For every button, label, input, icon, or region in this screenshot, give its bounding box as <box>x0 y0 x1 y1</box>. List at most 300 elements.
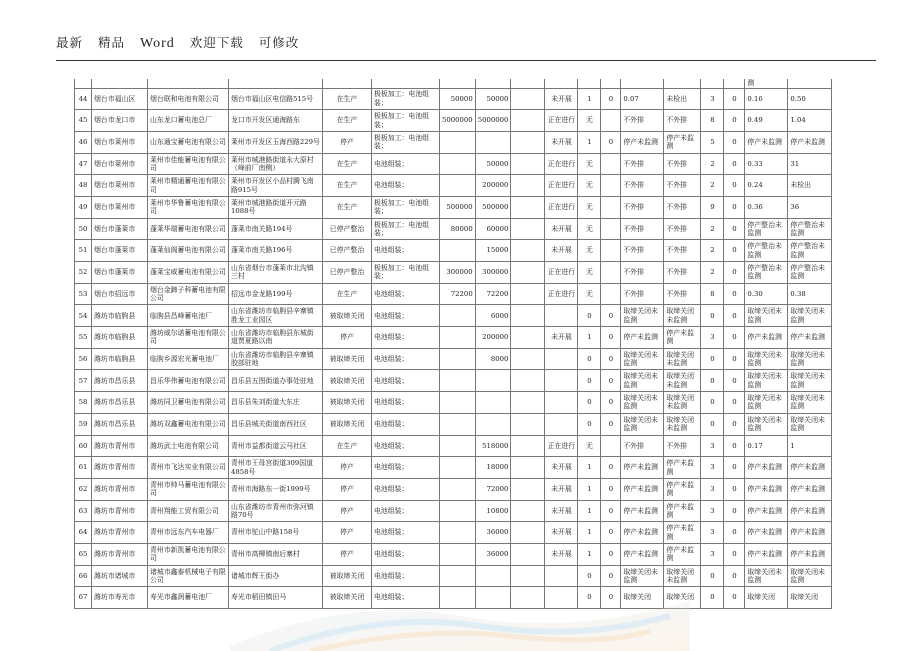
flag-b-cell <box>601 262 621 284</box>
soil-exceed-cell: 0 <box>724 110 745 132</box>
row-number-cell: 50 <box>75 218 92 240</box>
flag-b-cell: 0 <box>601 327 621 349</box>
soil-exceed-cell: 0 <box>724 283 745 305</box>
wastewater-lead-cell: 停产未监测 <box>664 131 701 153</box>
city-district-cell: 潍坊市临朐县 <box>92 327 148 349</box>
capacity-a-cell <box>440 131 476 153</box>
wastewater-result-cell: 取缔关闭未监测 <box>621 370 664 392</box>
process-type-cell: 电池组装； <box>372 348 440 370</box>
soil-count-cell: 2 <box>701 240 724 262</box>
production-status-cell: 被取缔关闭 <box>323 348 372 370</box>
row-number-cell: 65 <box>75 543 92 565</box>
company-name-cell: 潍坊同卫蓄电池有限公司 <box>148 392 229 414</box>
wastewater-result-cell: 取缔关闭未监测 <box>621 565 664 587</box>
table-row <box>75 478 832 500</box>
flag-a-cell: 无 <box>578 283 601 305</box>
process-type-cell: 极板加工：电池组装； <box>372 131 440 153</box>
capacity-a-cell <box>440 370 476 392</box>
flag-a-cell: 1 <box>578 327 601 349</box>
capacity-b-cell: 10800 <box>475 500 511 522</box>
capacity-c-cell <box>511 88 545 110</box>
city-district-cell: 烟台市莱州市 <box>92 131 148 153</box>
flag-b-cell <box>601 110 621 132</box>
wastewater-result-cell: 停产未监测 <box>621 131 664 153</box>
rectification-status-cell: 未开展 <box>545 478 578 500</box>
address-cell: 莱州市开发区小品村腾飞南路915号 <box>229 175 323 197</box>
soil-exceed-cell: 0 <box>724 327 745 349</box>
address-cell: 寿光市稻田镇田马 <box>229 587 323 609</box>
capacity-c-cell <box>511 392 545 414</box>
soil-count-cell: 3 <box>701 500 724 522</box>
production-status-cell: 被取缔关闭 <box>323 587 372 609</box>
production-status-cell: 在生产 <box>323 153 372 175</box>
address-cell: 山东省潍坊市临朐县辛寨镇胶部驻地 <box>229 348 323 370</box>
rectification-status-cell <box>545 413 578 435</box>
wastewater-lead-cell: 不外排 <box>664 240 701 262</box>
wastewater-result-cell: 不外排 <box>621 283 664 305</box>
table-row <box>75 262 832 284</box>
process-type-cell: 极板加工：电池组装； <box>372 110 440 132</box>
address-cell: 青州市高柳镇南后寨村 <box>229 543 323 565</box>
wastewater-lead-cell: 不外排 <box>664 175 701 197</box>
soil-exceed-cell: 0 <box>724 348 745 370</box>
flag-a-cell: 无 <box>578 110 601 132</box>
capacity-a-cell <box>440 175 476 197</box>
capacity-c-cell <box>511 153 545 175</box>
process-type-cell: 电池组装； <box>372 565 440 587</box>
soil-exceed-cell: 0 <box>724 305 745 327</box>
air-result-a-cell: 取缔关闭未监测 <box>745 370 788 392</box>
capacity-c-cell <box>511 305 545 327</box>
table-row <box>75 413 832 435</box>
soil-exceed-cell: 0 <box>724 262 745 284</box>
address-cell: 龙口市开发区通海路东 <box>229 110 323 132</box>
air-result-b-cell: 取缔关闭 <box>788 587 832 609</box>
address-cell: 莱州市开发区玉海西路229号 <box>229 131 323 153</box>
soil-count-cell: 3 <box>701 543 724 565</box>
city-district-cell: 潍坊市临朐县 <box>92 348 148 370</box>
soil-count-cell: 3 <box>701 435 724 457</box>
capacity-b-cell: 18000 <box>475 457 511 479</box>
wastewater-result-cell: 不外排 <box>621 110 664 132</box>
table-row-continuation <box>75 79 832 88</box>
flag-a-cell: 1 <box>578 131 601 153</box>
air-result-a-cell: 取缔关闭未监测 <box>745 348 788 370</box>
table-row <box>75 392 832 414</box>
table-row <box>75 435 832 457</box>
wastewater-result-cell: 取缔关闭未监测 <box>621 305 664 327</box>
soil-exceed-cell: 0 <box>724 175 745 197</box>
city-district-cell: 烟台市莱州市 <box>92 196 148 218</box>
wastewater-lead-cell: 取缔关闭未监测 <box>664 413 701 435</box>
production-status-cell: 在生产 <box>323 435 372 457</box>
capacity-a-cell: 5000000 <box>440 110 476 132</box>
capacity-c-cell <box>511 565 545 587</box>
process-type-cell: 极板加工：电池组装； <box>372 88 440 110</box>
air-result-b-cell: 未检出 <box>788 175 832 197</box>
process-type-cell: 极板加工：电池组装； <box>372 196 440 218</box>
header-part: Word <box>140 36 175 51</box>
row-number-cell: 45 <box>75 110 92 132</box>
flag-b-cell <box>601 218 621 240</box>
process-type-cell: 电池组装； <box>372 435 440 457</box>
wastewater-result-cell: 不外排 <box>621 218 664 240</box>
production-status-cell: 在生产 <box>323 283 372 305</box>
capacity-b-cell: 60000 <box>475 218 511 240</box>
air-result-a-cell: 取缔关闭未监测 <box>745 565 788 587</box>
rectification-status-cell <box>545 392 578 414</box>
capacity-b-cell: 300000 <box>475 262 511 284</box>
flag-a-cell: 1 <box>578 500 601 522</box>
wastewater-result-cell: 停产未监测 <box>621 543 664 565</box>
soil-exceed-cell: 0 <box>724 131 745 153</box>
row-number-cell: 56 <box>75 348 92 370</box>
air-result-a-cell: 取缔关闭 <box>745 587 788 609</box>
capacity-c-cell <box>511 283 545 305</box>
soil-exceed-cell: 0 <box>724 240 745 262</box>
soil-exceed-cell: 0 <box>724 478 745 500</box>
company-name-cell: 山东龙口蓄电池总厂 <box>148 110 229 132</box>
wastewater-lead-cell: 不外排 <box>664 110 701 132</box>
flag-a-cell: 0 <box>578 413 601 435</box>
row-number-cell: 60 <box>75 435 92 457</box>
city-district-cell: 潍坊市青州市 <box>92 435 148 457</box>
row-number-cell: 52 <box>75 262 92 284</box>
capacity-a-cell <box>440 522 476 544</box>
city-district-cell: 烟台市莱州市 <box>92 175 148 197</box>
wastewater-lead-cell: 停产未监测 <box>664 327 701 349</box>
capacity-b-cell: 8000 <box>475 348 511 370</box>
row-number-cell: 54 <box>75 305 92 327</box>
wastewater-lead-cell: 停产未监测 <box>664 522 701 544</box>
city-district-cell: 潍坊市寿光市 <box>92 587 148 609</box>
capacity-b-cell <box>475 565 511 587</box>
wastewater-result-cell: 不外排 <box>621 240 664 262</box>
soil-count-cell: 2 <box>701 218 724 240</box>
process-type-cell: 电池组装； <box>372 392 440 414</box>
air-result-b-cell: 停产整治未监测 <box>788 218 832 240</box>
air-result-a-cell: 取缔关闭未监测 <box>745 392 788 414</box>
flag-b-cell <box>601 196 621 218</box>
header-rule <box>56 60 876 61</box>
soil-exceed-cell: 0 <box>724 435 745 457</box>
flag-a-cell: 无 <box>578 153 601 175</box>
flag-b-cell: 0 <box>601 478 621 500</box>
process-type-cell: 电池组装； <box>372 153 440 175</box>
address-cell: 莱州市城港路街道永大原村（峰前厂南侧） <box>229 153 323 175</box>
capacity-b-cell: 200000 <box>475 175 511 197</box>
city-district-cell: 潍坊市青州市 <box>92 457 148 479</box>
capacity-a-cell <box>440 457 476 479</box>
table-row <box>75 131 832 153</box>
table-row <box>75 88 832 110</box>
capacity-c-cell <box>511 522 545 544</box>
air-result-b-cell: 停产未监测 <box>788 131 832 153</box>
capacity-a-cell <box>440 500 476 522</box>
air-result-a-cell: 0.49 <box>745 110 788 132</box>
row-number-cell: 51 <box>75 240 92 262</box>
flag-b-cell <box>601 153 621 175</box>
air-result-a-cell: 0.33 <box>745 153 788 175</box>
rectification-status-cell: 未开展 <box>545 240 578 262</box>
production-status-cell: 已停产整治 <box>323 240 372 262</box>
table-row <box>75 283 832 305</box>
soil-exceed-cell: 0 <box>724 543 745 565</box>
flag-b-cell: 0 <box>601 305 621 327</box>
soil-exceed-cell: 0 <box>724 196 745 218</box>
soil-count-cell: 0 <box>701 348 724 370</box>
air-result-b-cell: 停产未监测 <box>788 543 832 565</box>
address-cell: 诸城市辉王街办 <box>229 565 323 587</box>
wastewater-result-cell: 停产未监测 <box>621 478 664 500</box>
row-number-cell: 67 <box>75 587 92 609</box>
production-status-cell: 停产 <box>323 131 372 153</box>
air-result-b-cell: 36 <box>788 196 832 218</box>
wastewater-lead-cell: 不外排 <box>664 218 701 240</box>
company-name-cell: 莱州市华鲁蓄电池有限公司 <box>148 196 229 218</box>
rectification-status-cell: 未开展 <box>545 543 578 565</box>
production-status-cell: 在生产 <box>323 88 372 110</box>
soil-count-cell: 3 <box>701 478 724 500</box>
enterprise-table <box>74 79 832 609</box>
process-type-cell: 电池组装； <box>372 283 440 305</box>
company-name-cell: 莱州市精通蓄电池有限公司 <box>148 175 229 197</box>
air-result-b-cell: 取缔关闭未监测 <box>788 392 832 414</box>
row-number-cell: 49 <box>75 196 92 218</box>
company-name-cell: 蓬莱仙阁蓄电池有限公司 <box>148 240 229 262</box>
wastewater-result-cell: 0.07 <box>621 88 664 110</box>
air-result-a-cell: 0.16 <box>745 88 788 110</box>
capacity-a-cell <box>440 435 476 457</box>
capacity-c-cell <box>511 348 545 370</box>
soil-count-cell: 3 <box>701 88 724 110</box>
row-number-cell: 55 <box>75 327 92 349</box>
soil-exceed-cell: 0 <box>724 500 745 522</box>
capacity-a-cell: 50000 <box>440 88 476 110</box>
wastewater-result-cell: 取缔关闭未监测 <box>621 348 664 370</box>
table-row <box>75 110 832 132</box>
capacity-a-cell <box>440 478 476 500</box>
table-body <box>75 79 832 609</box>
flag-b-cell <box>601 283 621 305</box>
city-district-cell: 潍坊市昌乐县 <box>92 392 148 414</box>
process-type-cell: 电池组装； <box>372 500 440 522</box>
rectification-status-cell: 正在进行 <box>545 435 578 457</box>
soil-exceed-cell: 0 <box>724 587 745 609</box>
capacity-a-cell <box>440 327 476 349</box>
flag-b-cell: 0 <box>601 348 621 370</box>
row-number-cell: 58 <box>75 392 92 414</box>
capacity-a-cell <box>440 413 476 435</box>
flag-a-cell: 0 <box>578 392 601 414</box>
flag-a-cell: 1 <box>578 543 601 565</box>
row-number-cell: 46 <box>75 131 92 153</box>
production-status-cell: 停产 <box>323 457 372 479</box>
rectification-status-cell: 正在进行 <box>545 153 578 175</box>
air-result-a-cell: 停产未监测 <box>745 131 788 153</box>
flag-b-cell: 0 <box>601 413 621 435</box>
wastewater-lead-cell: 取缔关闭未监测 <box>664 305 701 327</box>
flag-b-cell: 0 <box>601 543 621 565</box>
capacity-b-cell: 72200 <box>475 283 511 305</box>
row-number-cell: 63 <box>75 500 92 522</box>
table-row <box>75 175 832 197</box>
rectification-status-cell: 正在进行 <box>545 175 578 197</box>
rectification-status-cell: 正在进行 <box>545 110 578 132</box>
soil-count-cell: 0 <box>701 413 724 435</box>
table-row <box>75 305 832 327</box>
rectification-status-cell: 未开展 <box>545 457 578 479</box>
air-result-b-cell: 停产整治未监测 <box>788 262 832 284</box>
table-row <box>75 218 832 240</box>
capacity-a-cell: 80000 <box>440 218 476 240</box>
air-result-b-cell: 停产未监测 <box>788 478 832 500</box>
city-district-cell: 烟台市莱州市 <box>92 153 148 175</box>
air-result-a-cell: 0.30 <box>745 283 788 305</box>
capacity-b-cell: 72000 <box>475 478 511 500</box>
company-name-cell: 烟台金蹄子科蓄电池有限公司 <box>148 283 229 305</box>
wastewater-lead-cell: 取缔关闭未监测 <box>664 370 701 392</box>
production-status-cell: 被取缔关闭 <box>323 305 372 327</box>
rectification-status-cell: 未开展 <box>545 131 578 153</box>
capacity-a-cell <box>440 240 476 262</box>
company-name-cell: 临朐县昌峰蓄电池厂 <box>148 305 229 327</box>
air-result-a-cell: 停产未监测 <box>745 543 788 565</box>
rectification-status-cell: 未开展 <box>545 522 578 544</box>
flag-a-cell: 1 <box>578 522 601 544</box>
header-part: 精品 <box>98 35 126 50</box>
capacity-a-cell <box>440 392 476 414</box>
company-name-cell: 青州市新凯蓄电池有限公司 <box>148 543 229 565</box>
soil-count-cell: 0 <box>701 370 724 392</box>
wastewater-result-cell: 取缔关闭 <box>621 587 664 609</box>
soil-exceed-cell: 0 <box>724 218 745 240</box>
capacity-a-cell <box>440 305 476 327</box>
air-result-a-cell: 停产未监测 <box>745 478 788 500</box>
production-status-cell: 已停产整治 <box>323 218 372 240</box>
wastewater-result-cell: 不外排 <box>621 175 664 197</box>
table-row <box>75 327 832 349</box>
production-status-cell: 停产 <box>323 327 372 349</box>
air-result-a-cell: 0.36 <box>745 196 788 218</box>
city-district-cell: 潍坊市青州市 <box>92 543 148 565</box>
continuation-cell: 测 <box>745 79 788 88</box>
capacity-b-cell: 5000000 <box>475 110 511 132</box>
city-district-cell: 潍坊市昌乐县 <box>92 370 148 392</box>
wastewater-result-cell: 停产未监测 <box>621 327 664 349</box>
flag-a-cell: 0 <box>578 348 601 370</box>
process-type-cell: 电池组装； <box>372 478 440 500</box>
flag-b-cell: 0 <box>601 370 621 392</box>
air-result-b-cell: 取缔关闭未监测 <box>788 413 832 435</box>
soil-exceed-cell: 0 <box>724 522 745 544</box>
row-number-cell: 57 <box>75 370 92 392</box>
soil-count-cell: 0 <box>701 392 724 414</box>
production-status-cell: 停产 <box>323 500 372 522</box>
rectification-status-cell: 未开展 <box>545 327 578 349</box>
row-number-cell: 59 <box>75 413 92 435</box>
row-number-cell: 62 <box>75 478 92 500</box>
row-number-cell: 66 <box>75 565 92 587</box>
flag-b-cell: 0 <box>601 88 621 110</box>
flag-b-cell: 0 <box>601 587 621 609</box>
rectification-status-cell: 未开展 <box>545 88 578 110</box>
air-result-a-cell: 取缔关闭未监测 <box>745 305 788 327</box>
production-status-cell: 被取缔关闭 <box>323 370 372 392</box>
soil-count-cell: 2 <box>701 262 724 284</box>
air-result-b-cell: 停产未监测 <box>788 457 832 479</box>
city-district-cell: 潍坊市青州市 <box>92 500 148 522</box>
flag-b-cell: 0 <box>601 392 621 414</box>
flag-a-cell: 1 <box>578 88 601 110</box>
rectification-status-cell: 正在进行 <box>545 196 578 218</box>
wastewater-lead-cell: 不外排 <box>664 283 701 305</box>
air-result-a-cell: 0.24 <box>745 175 788 197</box>
capacity-c-cell <box>511 196 545 218</box>
capacity-c-cell <box>511 370 545 392</box>
air-result-a-cell: 0.17 <box>745 435 788 457</box>
table-row <box>75 348 832 370</box>
address-cell: 青州市海路东一街1999号 <box>229 478 323 500</box>
wastewater-lead-cell: 停产未监测 <box>664 457 701 479</box>
city-district-cell: 潍坊市青州市 <box>92 522 148 544</box>
company-name-cell: 青州市远东汽车电器厂 <box>148 522 229 544</box>
company-name-cell: 昌乐华伟蓄电池有限公司 <box>148 370 229 392</box>
address-cell: 蓬莱市南关路196号 <box>229 240 323 262</box>
flag-a-cell: 0 <box>578 305 601 327</box>
capacity-c-cell <box>511 478 545 500</box>
table-row <box>75 543 832 565</box>
soil-count-cell: 8 <box>701 110 724 132</box>
company-name-cell: 蓬莱宝威蓄电池有限公司 <box>148 262 229 284</box>
air-result-b-cell: 31 <box>788 153 832 175</box>
process-type-cell: 电池组装； <box>372 305 440 327</box>
company-name-cell: 烟台联和电池有限公司 <box>148 88 229 110</box>
rectification-status-cell <box>545 565 578 587</box>
flag-a-cell: 无 <box>578 435 601 457</box>
flag-a-cell: 0 <box>578 587 601 609</box>
capacity-a-cell: 500000 <box>440 196 476 218</box>
rectification-status-cell <box>545 305 578 327</box>
city-district-cell: 烟台市招远市 <box>92 283 148 305</box>
soil-count-cell: 3 <box>701 457 724 479</box>
address-cell: 山东省潍坊市临朐县东城街道贾夏路以南 <box>229 327 323 349</box>
wastewater-result-cell: 取缔关闭未监测 <box>621 392 664 414</box>
air-result-b-cell: 取缔关闭未监测 <box>788 565 832 587</box>
soil-exceed-cell: 0 <box>724 413 745 435</box>
address-cell: 招远市金龙路199号 <box>229 283 323 305</box>
soil-count-cell: 0 <box>701 587 724 609</box>
wastewater-lead-cell: 取缔关闭未监测 <box>664 565 701 587</box>
process-type-cell: 电池组装； <box>372 327 440 349</box>
capacity-c-cell <box>511 543 545 565</box>
production-status-cell: 在生产 <box>323 196 372 218</box>
rectification-status-cell <box>545 370 578 392</box>
process-type-cell: 电池组装； <box>372 587 440 609</box>
production-status-cell: 被取缔关闭 <box>323 392 372 414</box>
capacity-b-cell <box>475 370 511 392</box>
capacity-c-cell <box>511 131 545 153</box>
soil-count-cell: 2 <box>701 153 724 175</box>
air-result-b-cell: 停产未监测 <box>788 522 832 544</box>
address-cell: 山东省潍坊市青州市弥河镇路70号 <box>229 500 323 522</box>
wastewater-lead-cell: 停产未监测 <box>664 543 701 565</box>
air-result-a-cell: 停产整治未监测 <box>745 262 788 284</box>
address-cell: 烟台市福山区电信路515号 <box>229 88 323 110</box>
capacity-b-cell: 518000 <box>475 435 511 457</box>
flag-b-cell: 0 <box>601 457 621 479</box>
flag-a-cell: 无 <box>578 240 601 262</box>
